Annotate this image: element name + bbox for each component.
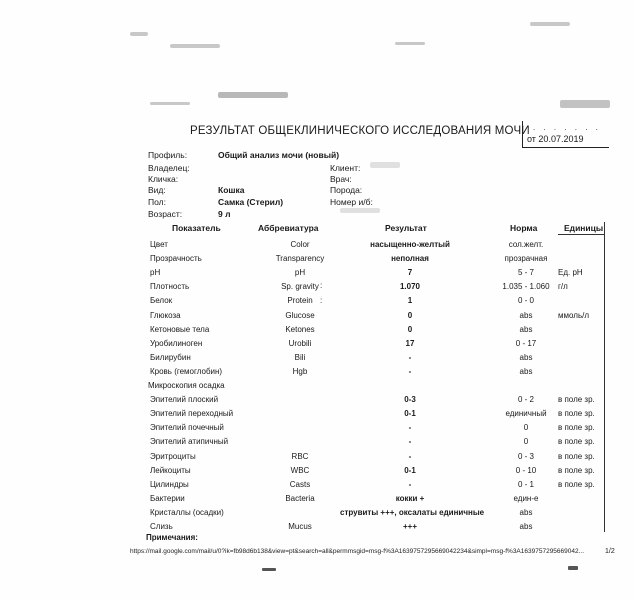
nickname-label: Кличка: [148,174,179,184]
table-row [0,296,634,310]
footer-url: https://mail.google.com/mail/u/0?ik=fb98d6b138&view=pt&search=all&permmsgid=msg-f%3A1639757295669042234&simpl=msg-f%3A1639757295669042... [130,548,585,555]
scan-artifact [370,162,400,168]
cell-name: Уробилиноген [150,338,203,348]
cell-name: Глюкоза [150,310,181,320]
cell-result: насыщенно-желтый [370,240,450,249]
table-row [0,409,634,423]
cell-norm: 0 - 1 [517,479,534,489]
cell-abbr: Color [290,240,310,249]
doctor-label: Врач: [330,174,352,184]
cell-result: 17 [405,338,415,348]
cell-norm: 1.035 - 1.060 [502,282,550,292]
age-value: 9 л [218,209,231,219]
scan-artifact [218,92,288,98]
cell-abbr: Glucose [285,310,315,320]
report-title: РЕЗУЛЬТАТ ОБЩЕКЛИНИЧЕСКОГО ИССЛЕДОВАНИЯ МОЧИ [190,125,530,137]
cell-name: Эпителий плоский [150,395,219,405]
cell-abbr: Casts [289,479,311,489]
cell-name: Бактерии [150,493,185,503]
sex-value: Самка (Стерил) [218,197,284,207]
cell-norm: abs [519,324,533,334]
date-box [522,121,609,148]
cell-name: Белок [150,296,173,306]
cell-name: Цвет [150,240,168,249]
redacted-number: . . . . . . . [533,123,601,132]
cell-abbr: Mucus [288,522,312,531]
cell-result: - [408,451,412,461]
cell-abbr: Bacteria [285,493,315,503]
cell-norm: един-е [513,493,539,503]
cell-norm: 0 - 3 [517,451,534,461]
cell-result: - [408,423,412,433]
report-date: от 20.07.2019 [527,134,584,144]
table-row [0,254,634,268]
cell-name: Кетоновые тела [150,324,210,334]
cell-name: Цилиндры [150,479,189,489]
table-row [0,423,634,437]
page-number: 1/2 [605,548,615,555]
cell-name: Плотность [150,282,190,292]
cell-unit: в поле зр. [558,451,595,461]
cell-abbr: Transparency [275,254,325,264]
cell-unit: Ед. pH [558,268,583,278]
scan-artifact [340,208,380,213]
cell-result: 1.070 [399,282,421,292]
scan-artifact [150,102,190,105]
header-name: Показатель [172,223,221,233]
scan-artifact [130,32,148,36]
cell-abbr: Hgb [292,366,308,376]
row-marker: : [320,296,323,305]
cell-norm: abs [519,366,533,376]
cell-result: кокки + [395,493,425,503]
cell-result: - [408,366,412,376]
cell-name: Эпителий переходный [150,409,234,419]
scan-artifact [170,44,220,48]
cell-name: Кристаллы (осадки) [150,507,224,517]
table-row [0,494,634,508]
table-row [0,437,634,451]
table-row [0,480,634,494]
cell-result: 0-3 [404,395,416,405]
profile-value: Общий анализ мочи (новый) [218,150,340,160]
age-label: Возраст: [148,209,183,219]
cell-norm: abs [519,310,533,320]
cell-norm: сол.желт. [508,240,544,249]
cell-result: 0-1 [404,409,416,419]
table-row [0,240,634,254]
cell-result: струвиты +++, оксалаты единичные [340,507,485,517]
cell-unit: г/л [558,282,568,292]
cell-norm: 0 - 2 [517,395,534,405]
cell-unit: в поле зр. [558,409,595,419]
row-marker: : [320,281,323,290]
profile-label: Профиль: [148,150,188,160]
cell-unit: в поле зр. [558,423,595,433]
table-row [0,367,634,381]
cell-name: Прозрачность [150,254,202,264]
cell-norm: 0 [523,437,529,447]
species-label: Вид: [148,185,166,195]
cell-norm: abs [519,507,533,517]
cell-name: Кровь (гемоглобин) [150,366,223,376]
cell-abbr: RBC [291,451,309,461]
scan-artifact [560,100,610,108]
sex-label: Пол: [148,197,166,207]
header-result: Результат [385,223,427,233]
cell-norm: abs [519,352,533,362]
cell-name: Эпителий атипичный [150,437,229,447]
cell-name: Слизь [150,522,173,531]
table-row [0,325,634,339]
cell-abbr: Sp. gravity [281,282,319,292]
table-row [0,522,634,536]
cell-result: 0 [407,310,413,320]
cell-norm: 5 - 7 [517,268,534,278]
table-row [0,339,634,353]
card-label: Номер и/б: [330,197,373,207]
notes-label: Примечания: [146,533,198,542]
header-unit: Единицы [564,223,604,233]
cell-unit: в поле зр. [558,395,595,405]
section-row [0,381,634,395]
cell-unit: в поле зр. [558,437,595,447]
breed-label: Порода: [330,185,363,195]
table-row [0,466,634,480]
table-row [0,395,634,409]
scan-artifact [530,22,570,26]
table-row [0,311,634,325]
cell-unit: ммоль/л [558,310,589,320]
cell-abbr: Ketones [285,324,315,334]
client-label: Клиент: [330,163,361,173]
cell-result: 7 [407,268,413,278]
header-underline [558,234,605,235]
cell-result: - [408,479,412,489]
cell-name: Лейкоциты [150,465,191,475]
cell-result: 0-1 [404,465,416,475]
cell-abbr: Protein [287,296,313,306]
scan-artifact [395,42,425,45]
cell-result: 1 [407,296,413,306]
cell-norm: 0 - 0 [517,296,534,306]
cell-name: pH [150,268,161,278]
table-row [0,452,634,466]
cell-norm: abs [519,522,533,531]
cell-abbr: WBC [290,465,310,475]
cell-name: Эритроциты [150,451,196,461]
scan-artifact [262,568,276,571]
table-row [0,268,634,282]
cell-norm: единичный [505,409,547,419]
cell-result: +++ [402,522,417,531]
table-row [0,282,634,296]
cell-unit: в поле зр. [558,465,595,475]
cell-result: 0 [407,324,413,334]
cell-unit: в поле зр. [558,479,595,489]
table-row [0,353,634,367]
species-value: Кошка [218,185,245,195]
header-abbr: Аббревиатура [258,223,319,233]
owner-label: Владелец: [148,163,190,173]
header-norm: Норма [510,223,538,233]
cell-abbr: pH [294,268,306,278]
cell-norm: 0 - 10 [515,465,537,475]
cell-result: - [408,437,412,447]
cell-name: Микроскопия осадка [148,381,225,390]
cell-result: неполная [391,254,429,264]
cell-norm: прозрачная [504,254,548,264]
cell-name: Эпителий почечный [150,423,224,433]
scan-artifact [568,566,578,570]
cell-name: Билирубин [150,352,191,362]
cell-abbr: Urobili [288,338,312,348]
cell-norm: 0 [523,423,529,433]
cell-norm: 0 - 17 [515,338,537,348]
table-row [0,508,634,522]
cell-result: - [408,352,412,362]
cell-abbr: Bili [294,352,306,362]
